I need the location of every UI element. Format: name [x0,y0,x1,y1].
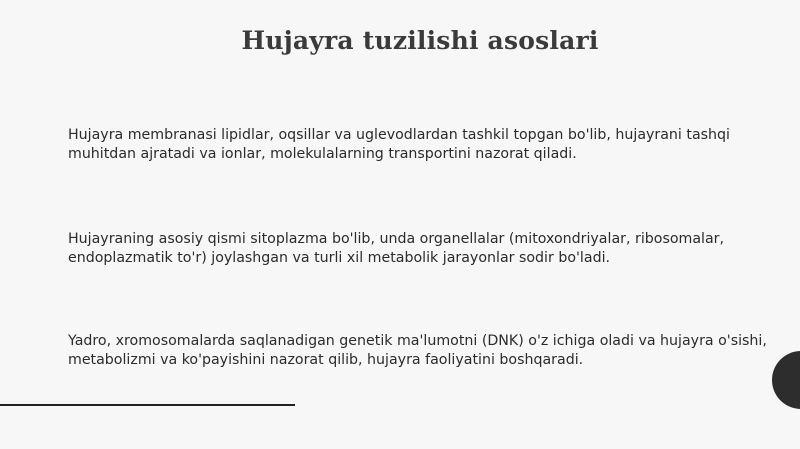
paragraph-cell-membrane: Hujayra membranasi lipidlar, oqsillar va uglevodlardan tashkil topgan bo'lib, hujayrani tashqi muhitdan ajratadi va ionlar, molekulalarning transportini nazorat qiladi. [68,127,730,162]
paragraph-cytoplasm: Hujayraning asosiy qismi sitoplazma bo'lib, unda organellalar (mitoxondriyalar, ribosomalar, endoplazmatik to'r) joylashgan va turli xil metabolik jarayonlar sodir bo'ladi. [68,231,725,266]
slide-title: Hujayra tuzilishi asoslari [241,26,599,55]
decorative-circle [772,351,800,409]
footer-divider-line [0,404,295,406]
paragraph-nucleus: Yadro, xromosomalarda saqlanadigan genetik ma'lumotni (DNK) o'z ichiga oladi va hujayra o'sishi, metabolizmi va ko'payishini nazorat qilib, hujayra faoliyatini boshqaradi. [68,333,767,368]
